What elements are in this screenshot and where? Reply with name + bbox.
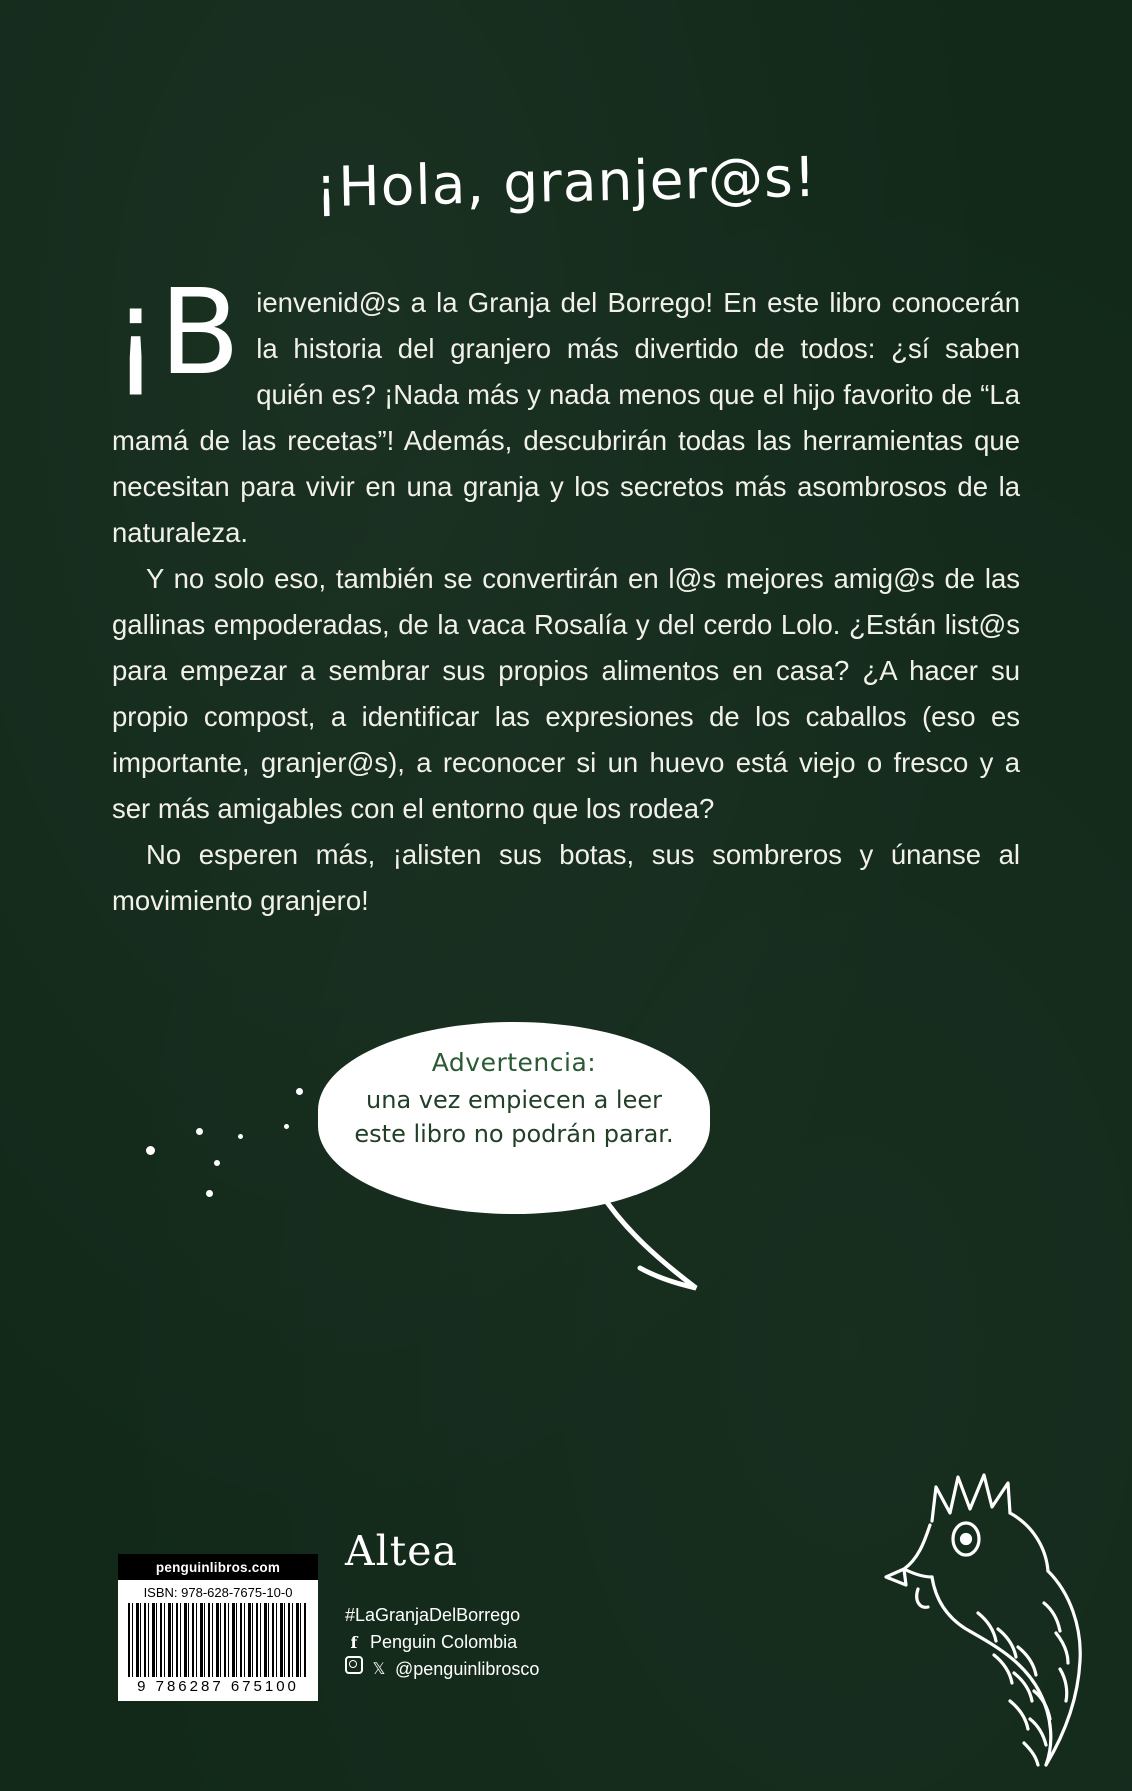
social-block (345, 1602, 539, 1683)
blurb-paragraph-1-text: ienvenid@s a la Granja del Borrego! En este libro conocerán la historia del granjero más divertido de todos: ¿sí saben quién es? ¡Nada más y nada menos que el hijo favorito de “La mamá de las recetas”! Además, descubrirán todas las herramientas que necesitan para vivir en una granja y los secretos más asombrosos de la naturaleza. (112, 287, 1020, 548)
page-title: ¡Hola, granjer@s! (314, 144, 818, 220)
imprint-logo: Altea (345, 1527, 458, 1575)
facebook-icon: f (350, 1633, 358, 1652)
hashtag-text: #LaGranjaDelBorrego (345, 1605, 521, 1625)
instagram-icon (345, 1656, 363, 1683)
facebook-row[interactable] (345, 1629, 539, 1656)
decorative-dot (238, 1134, 243, 1139)
x-twitter-icon: 𝕏 (372, 1661, 386, 1678)
warning-title: Advertencia: (431, 1048, 597, 1077)
facebook-handle: Penguin Colombia (370, 1632, 518, 1652)
barcode-digits: 9 786287 675100 (137, 1678, 299, 1695)
decorative-dot (146, 1146, 155, 1155)
blurb-text (112, 263, 1020, 924)
warning-speech-bubble (318, 1022, 710, 1214)
decorative-dot (206, 1190, 213, 1197)
decorative-dot (296, 1088, 303, 1095)
speech-bubble-tail (592, 1188, 732, 1308)
decorative-dot (214, 1160, 220, 1166)
decorative-dot (196, 1128, 203, 1135)
barcode-bars (128, 1603, 308, 1677)
instagram-row[interactable] (345, 1656, 539, 1683)
blurb-paragraph-1 (112, 263, 1020, 556)
warning-text: una vez empiecen a leer este libro no podrán parar. (354, 1086, 674, 1148)
blurb-paragraph-3: No esperen más, ¡alisten sus botas, sus sombreros y únanse al movimiento granjero! (112, 839, 1020, 916)
blurb-paragraph-2: Y no solo eso, también se convertirán en l@s mejores amig@s de las gallinas empoderadas, de la vaca Rosalía y del cerdo Lolo. ¿Están list@s para empezar a sembrar sus propios alimentos en casa? ¿A hacer su propio compost, a identificar las expresiones de los caballos (eso es importante, granjer@s), a reconocer si un huevo está viejo o fresco y a ser más amigables con el entorno que los rodea? (112, 563, 1020, 824)
drop-cap: ¡B (112, 263, 241, 401)
instagram-handle: @penguinlibrosco (395, 1659, 540, 1679)
decorative-dot (284, 1124, 289, 1129)
publisher-website: penguinlibros.com (118, 1554, 318, 1580)
hashtag-row (345, 1602, 539, 1629)
hen-illustration (874, 1443, 1104, 1773)
barcode-block (118, 1554, 318, 1701)
isbn-text: ISBN: 978-628-7675-10-0 (143, 1585, 293, 1600)
